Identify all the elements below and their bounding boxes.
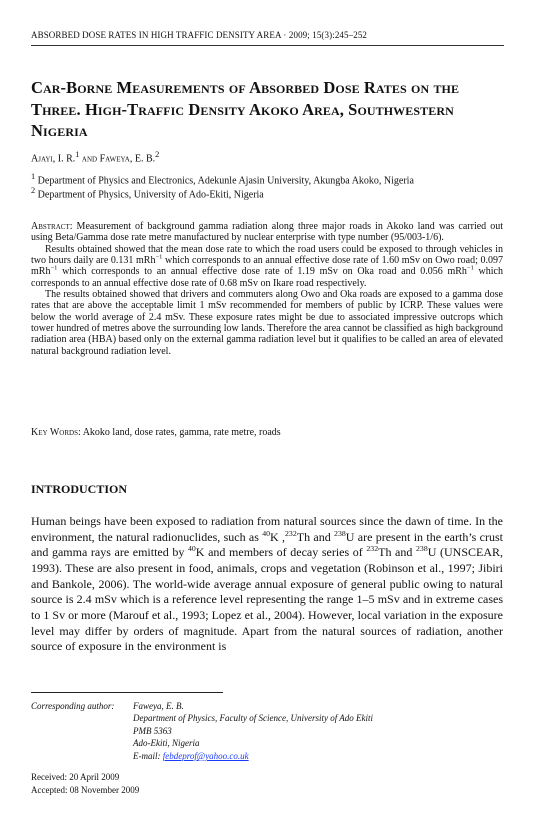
author-line bbox=[31, 148, 159, 165]
received-date: Received: 20 April 2009 bbox=[31, 772, 120, 782]
isotope-mass-th232: 232 bbox=[285, 528, 297, 538]
abstract-label: Abstract: bbox=[31, 221, 73, 232]
intro-text: K and members of decay series of bbox=[195, 545, 367, 560]
author-ajayi: Ajayi, I. R. bbox=[31, 153, 76, 165]
footnote-rule bbox=[31, 692, 223, 693]
author-conjunction: and bbox=[79, 153, 100, 165]
unit-exponent: −1 bbox=[155, 253, 163, 261]
isotope-mass-u238: 238 bbox=[416, 544, 428, 554]
section-heading-introduction: INTRODUCTION bbox=[31, 482, 128, 496]
running-head: ABSORBED DOSE RATES IN HIGH TRAFFIC DENSITY AREA · 2009; 15(3):245–252 bbox=[31, 30, 368, 40]
intro-text: Th and bbox=[296, 529, 335, 544]
isotope-mass-th232: 232 bbox=[366, 544, 379, 554]
corresponding-author-pmb: PMB 5363 bbox=[133, 726, 172, 736]
abstract-text-2b: which corresponds to an annual effective dose rate of 1.60 mSv on Owo road; 0.097 mRh bbox=[31, 255, 503, 278]
keywords-text: Akoko land, dose rates, gamma, rate metre, roads bbox=[80, 427, 281, 438]
abstract bbox=[31, 221, 503, 357]
isotope-mass-k40: 40 bbox=[188, 544, 196, 554]
corresponding-author-email-line bbox=[133, 750, 249, 762]
email-label: E-mail: bbox=[133, 751, 163, 761]
keywords-label: Key Words: bbox=[31, 427, 81, 438]
intro-text: U are present in the earth’s crust and gamma rays are emitted by bbox=[31, 529, 503, 560]
keywords bbox=[31, 427, 281, 439]
affiliation-2-mark: 2 bbox=[31, 186, 36, 195]
abstract-text-2d: which corresponds to an annual effective dose rate of 0.68 mSv on Ikare road respectively. bbox=[31, 266, 503, 289]
intro-text: U (UNSCEAR, 1993). These are also present in food, animals, crops and vegetation (Robinson et al., 1997; Jibiri and Bankole, 2006). The world-wide average annual exposure of general public owing to natural source is 2.4 mSv which is a reference level representing the range 1–5 mSv and in extreme cases to 1 Sv or more (Marouf et al., 1993; Lopez et al., 2004). However, local variation in the exposure level may differ by orders of magnitude. Apart from the natural sources of radiation, another source of exposure in the environment is bbox=[31, 545, 504, 654]
abstract-text-2a: Results obtained showed that the mean dose rate to which the road users could be exposed to through vehicles in two hours daily are 0.131 mRh bbox=[31, 243, 503, 267]
intro-text: Human beings have been exposed to radiation from natural sources since the dawn of time. In the environment, the natural radionuclides, such as bbox=[31, 514, 503, 544]
isotope-mass-k40: 40 bbox=[262, 528, 271, 538]
affiliation-1-text: Department of Physics and Electronics, Adekunle Ajasin University, Akungba Akoko, Nigeria bbox=[35, 175, 414, 187]
abstract-paragraph-1 bbox=[31, 221, 503, 244]
unit-exponent: −1 bbox=[466, 265, 474, 273]
abstract-paragraph-3: The results obtained showed that drivers and commuters along Owo and Oka roads are exposed to a gamma dose rates that are above the acceptable limit 1 mSv recommended for members of public by ICRP. These values were below the world average of 2.4 mSv. These exposure rates might be due to associated impressive outcrops which tower hundred of metres above the surrounding low lands. Therefore the area cannot be classified as high background radiation area (HBA) based only on the external gamma radiation level but it qualifies to be called an area of elevated natural background radiation level. bbox=[31, 289, 503, 357]
abstract-text-1: Measurement of background gamma radiation along three major roads in Akoko land was carried out using Beta/Gamma dose rate metre manufactured by nuclear enterprise with type number (95/003-1/6). bbox=[31, 221, 503, 244]
abstract-text-2c: which corresponds to an annual effective dose rate of 1.19 mSv on Oka road and 0.056 mRh bbox=[57, 266, 467, 278]
affiliation-2 bbox=[31, 184, 264, 201]
author-ajayi-affil-mark: 1 bbox=[75, 150, 80, 159]
introduction-paragraph bbox=[31, 514, 503, 655]
intro-text: K , bbox=[270, 529, 286, 544]
paper-title: Car-Borne Measurements of Absorbed Dose Rates on the Three. High-Traffic Density Akoko Area, Southwestern Nigeria bbox=[31, 78, 460, 140]
accepted-date: Accepted: 08 November 2009 bbox=[31, 785, 140, 795]
intro-text: Th and bbox=[378, 545, 417, 560]
corresponding-author-city: Ado-Ekiti, Nigeria bbox=[133, 738, 200, 748]
affiliation-2-text: Department of Physics, University of Ado-Ekiti, Nigeria bbox=[35, 189, 264, 201]
corresponding-author-department: Department of Physics, Faculty of Science, University of Ado Ekiti bbox=[133, 713, 374, 723]
author-faweya-affil-mark: 2 bbox=[155, 150, 160, 159]
corresponding-author-label: Corresponding author: bbox=[31, 701, 115, 711]
unit-exponent: −1 bbox=[50, 265, 58, 273]
email-link[interactable]: febdeprof@yahoo.co.uk bbox=[162, 751, 249, 761]
isotope-mass-u238: 238 bbox=[334, 528, 346, 538]
header-rule bbox=[31, 45, 504, 46]
abstract-paragraph-2 bbox=[31, 244, 503, 289]
author-faweya: Faweya, E. B. bbox=[99, 153, 156, 165]
corresponding-author-name: Faweya, E. B. bbox=[133, 701, 184, 711]
affiliation-1-mark: 1 bbox=[31, 172, 36, 181]
